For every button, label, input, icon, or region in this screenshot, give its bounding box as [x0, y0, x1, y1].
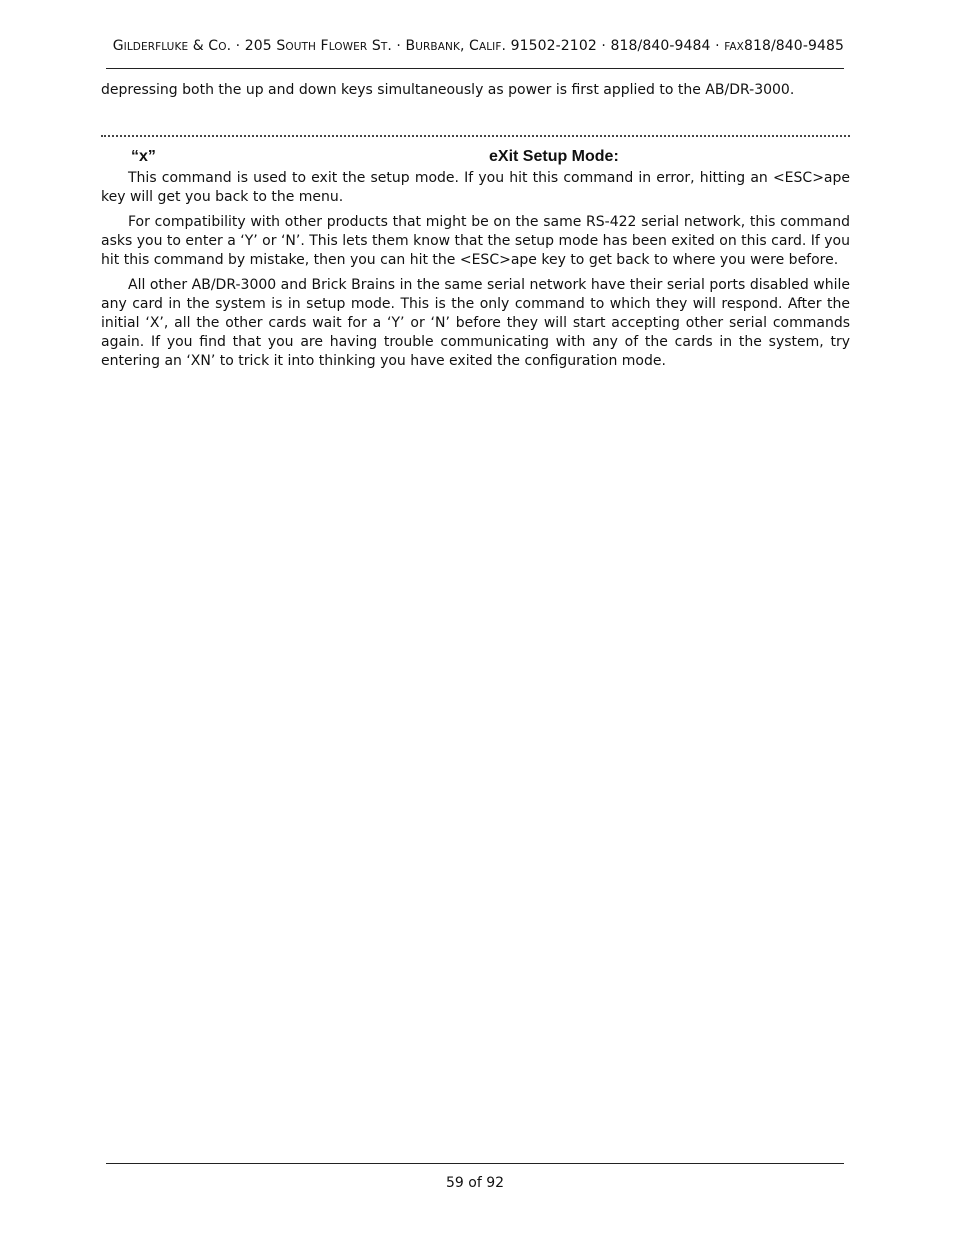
paragraph: For compatibility with other products that might be on the same RS-422 serial network, this command asks you to enter a ‘Y’ or ‘N’. This lets them know that the setup mode has been exited on this card. If you hit this command by mistake, then you can hit the <ESC>ape key to get back to where you were before. — [101, 214, 850, 268]
command-heading — [101, 143, 850, 169]
header-text: ALIF — [478, 41, 502, 53]
header-text: T — [380, 41, 388, 53]
header-text: . 91502-2102 · 818/840-9484 · — [501, 38, 725, 54]
page-number: 59 of 92 — [445, 1175, 505, 1191]
header-text: O — [218, 41, 227, 53]
command-key: “x” — [131, 148, 156, 165]
dotted-separator — [101, 127, 850, 137]
header-divider — [106, 68, 844, 69]
header-text: OUTH — [285, 41, 316, 53]
header-text: & C — [188, 38, 219, 54]
header-fax-number: 818/840-9485 — [743, 38, 844, 54]
header-text: S — [367, 38, 381, 54]
paragraph: All other AB/DR-3000 and Brick Brains in the same serial network have their serial ports disabled while any card in the system is in setup mode. This is the only command to which they will respond. After the initial ‘X’, all the other cards wait for a ‘Y’ or ‘N’ before they will start accepting other serial commands again. If you find that you are having trouble communicating with any of the cards in the system, try entering an ‘XN’ to trick it into thinking you have exited the configuration mode. — [101, 277, 850, 369]
paragraph: This command is used to exit the setup mode. If you hit this command in error, hitting an <ESC>ape key will get you back to the menu. — [101, 170, 850, 205]
header-text: G — [112, 38, 124, 54]
header-text: . · B — [387, 38, 416, 54]
header-text: FAX — [724, 41, 744, 53]
page-header — [106, 38, 844, 54]
header-text: URBANK — [415, 41, 460, 53]
command-title: eXit Setup Mode: — [489, 148, 619, 165]
header-text: F — [316, 38, 329, 54]
continued-text: depressing both the up and down keys simultaneously as power is first applied to the AB/DR-3000. — [101, 82, 795, 98]
header-text: LOWER — [328, 41, 368, 53]
header-text: . · 205 S — [226, 38, 286, 54]
header-text: , C — [459, 38, 479, 54]
page-body — [101, 81, 850, 377]
header-text: ILDERFLUKE — [123, 41, 189, 53]
footer-divider — [106, 1163, 844, 1164]
